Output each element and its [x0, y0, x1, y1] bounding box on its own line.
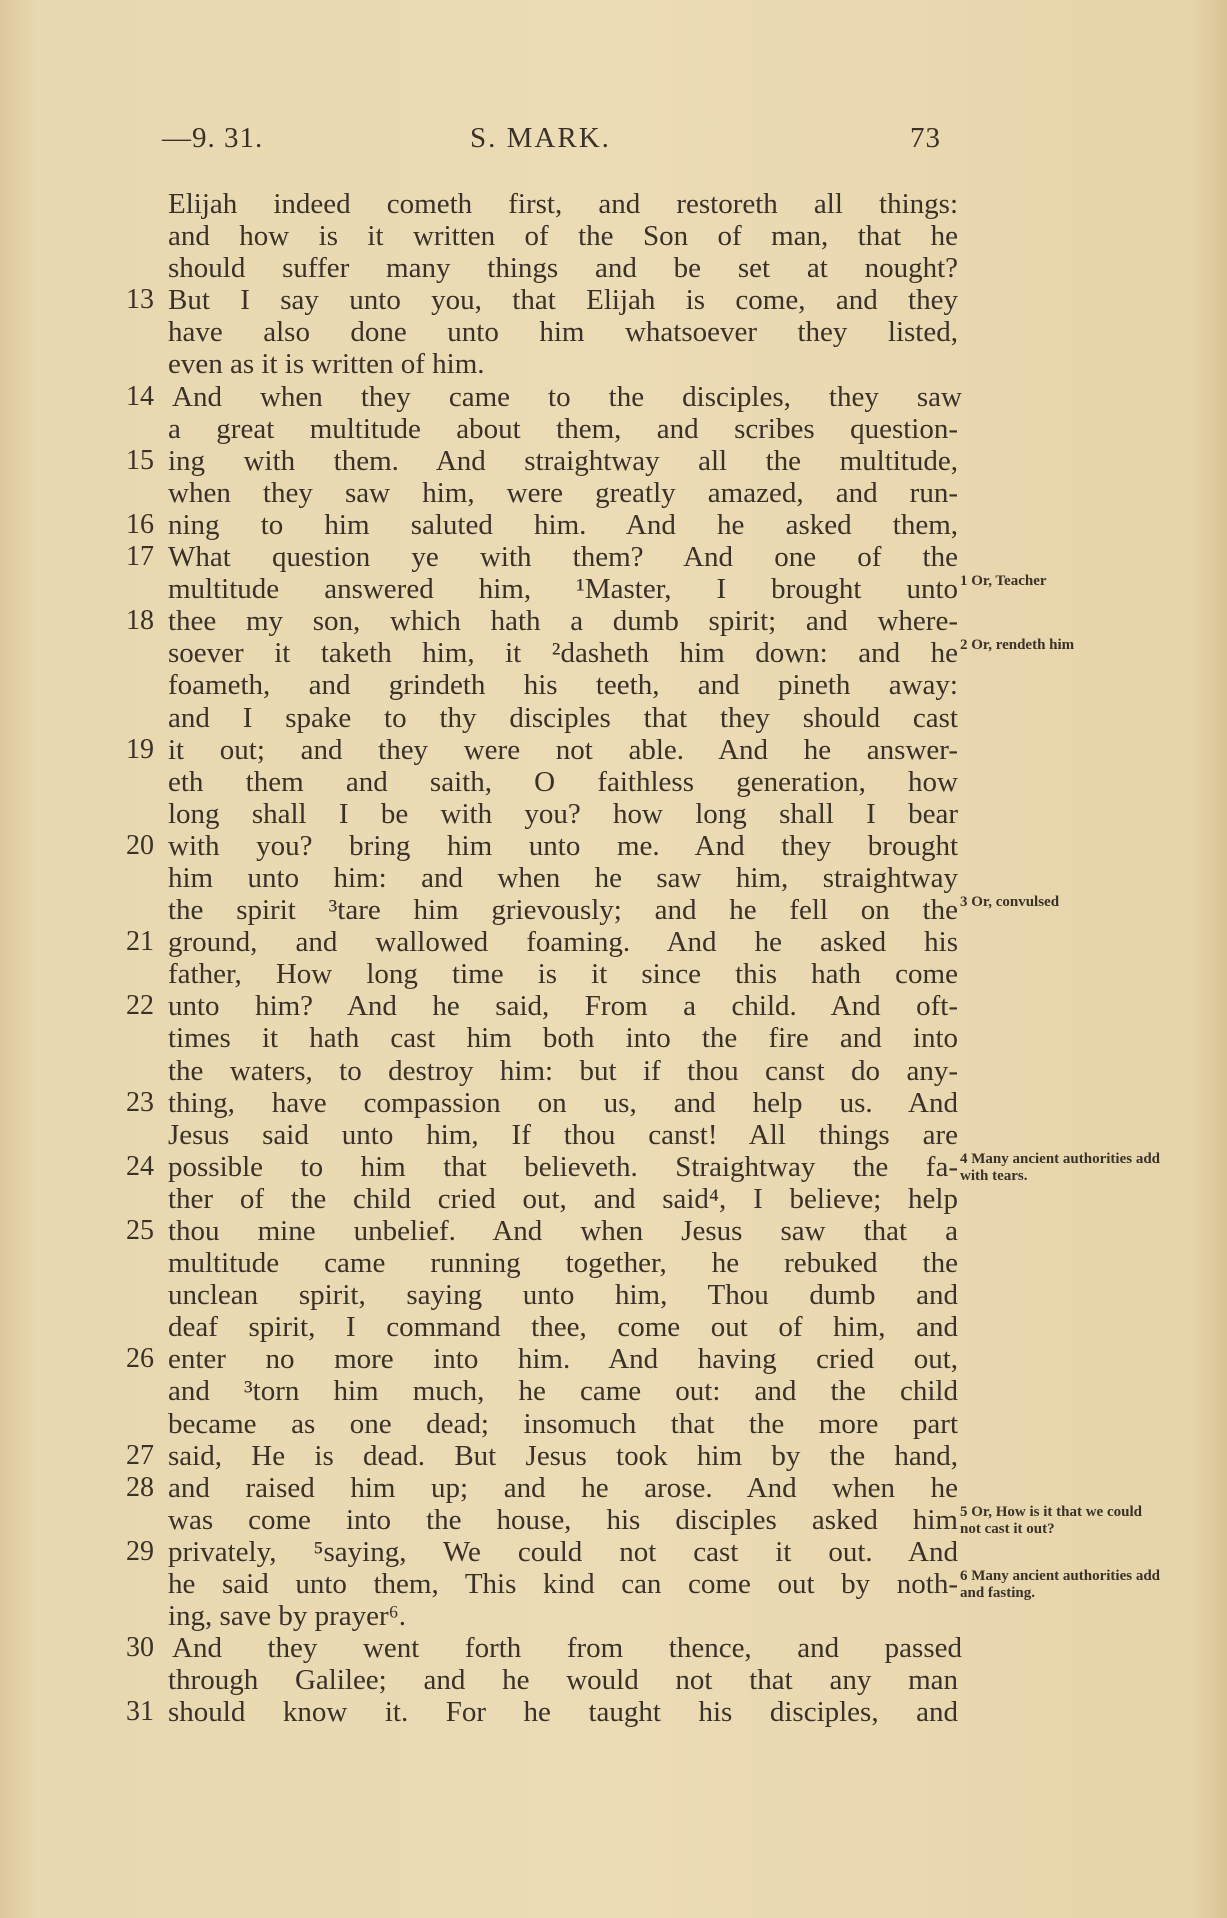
verse-number: 23	[126, 1086, 154, 1118]
verse-text: unto him? And he said, From a child. And oft-	[168, 990, 958, 1023]
text-line	[0, 1536, 1227, 1568]
margin-note: 1 Or, Teacher	[960, 573, 1047, 590]
verse-number: 28	[126, 1471, 154, 1503]
verse-number: 25	[126, 1215, 154, 1246]
text-line	[0, 798, 1227, 830]
book-title: S. MARK.	[470, 122, 611, 154]
text-line	[0, 1055, 1227, 1087]
verse-text: the spirit ³tare him grievously; and he fell on the	[168, 894, 958, 927]
text-line	[0, 734, 1227, 766]
text-line	[0, 413, 1227, 445]
text-line	[0, 1215, 1227, 1247]
text-line	[0, 862, 1227, 894]
verse-number: 19	[126, 733, 154, 765]
verse-text: when they saw him, were greatly amazed, and run-	[168, 476, 958, 509]
text-line	[0, 509, 1227, 541]
text-line	[0, 830, 1227, 862]
verse-text: thee my son, which hath a dumb spirit; and where-	[168, 605, 958, 638]
text-line	[0, 894, 1227, 926]
margin-note: 3 Or, convulsed	[960, 894, 1060, 911]
text-line	[0, 348, 1227, 380]
verse-text: should know it. For he taught his disciples, and	[168, 1696, 958, 1729]
text-line	[0, 958, 1227, 990]
text-line	[0, 1408, 1227, 1440]
verse-text: ground, and wallowed foaming. And he asked his	[168, 926, 958, 959]
verse-number: 30	[126, 1632, 154, 1664]
text-line	[0, 381, 1227, 413]
text-line	[0, 1119, 1227, 1151]
text-line	[0, 1472, 1227, 1504]
verse-text: deaf spirit, I command thee, come out of him, and	[168, 1311, 958, 1344]
text-line	[0, 188, 1227, 220]
verse-number: 27	[126, 1439, 154, 1471]
verse-text: Elijah indeed cometh first, and restoreth all things:	[168, 188, 958, 220]
verse-text: multitude came running together, he rebuked the	[168, 1247, 958, 1280]
chapter-verse-range: —9. 31.	[162, 122, 264, 154]
verse-text: a great multitude about them, and scribes question-	[168, 412, 958, 445]
verse-text: thou mine unbelief. And when Jesus saw that a	[168, 1215, 958, 1247]
text-line	[0, 1504, 1227, 1536]
verse-text: the waters, to destroy him: but if thou canst do any-	[168, 1054, 958, 1087]
text-line	[0, 541, 1227, 573]
verse-text: even as it is written of him.	[168, 348, 485, 381]
text-line	[0, 573, 1227, 605]
verse-text: and ³torn him much, he came out: and the child	[168, 1375, 958, 1408]
verse-number: 21	[126, 926, 154, 958]
verse-number: 29	[126, 1535, 154, 1567]
verse-text: Jesus said unto him, If thou canst! All things are	[168, 1118, 958, 1151]
verse-number: 16	[126, 508, 154, 540]
text-line	[0, 669, 1227, 701]
margin-note: 2 Or, rendeth him	[960, 637, 1075, 654]
text-line	[0, 1600, 1227, 1632]
verse-text: What question ye with them? And one of the	[168, 541, 958, 574]
page-number: 73	[910, 122, 941, 154]
verse-text: long shall I be with you? how long shall I bear	[168, 797, 958, 830]
margin-note: 5 Or, How is it that we could not cast it out?	[960, 1503, 1142, 1537]
verse-text: said, He is dead. But Jesus took him by the hand,	[168, 1439, 958, 1472]
verse-text: and raised him up; and he arose. And when he	[168, 1471, 958, 1504]
verse-text: multitude answered him, ¹Master, I brought unto	[168, 573, 958, 606]
verse-text: he said unto them, This kind can come out by noth-	[168, 1568, 958, 1601]
verse-text: it out; and they were not able. And he answer-	[168, 733, 958, 766]
text-line	[0, 702, 1227, 734]
verse-number: 22	[126, 990, 154, 1022]
verse-number: 13	[126, 284, 154, 316]
text-line	[0, 1311, 1227, 1343]
text-line	[0, 990, 1227, 1022]
verse-number: 24	[126, 1150, 154, 1182]
text-line	[0, 766, 1227, 798]
text-line	[0, 926, 1227, 958]
verse-text: ing with them. And straightway all the multitude,	[168, 444, 958, 477]
scripture-text	[0, 188, 1227, 1729]
text-line	[0, 1087, 1227, 1119]
verse-number: 14	[126, 380, 154, 412]
text-line	[0, 284, 1227, 316]
verse-text: ther of the child cried out, and said⁴, I believe; help	[168, 1182, 958, 1215]
text-line	[0, 637, 1227, 669]
text-line	[0, 445, 1227, 477]
verse-text: And they went forth from thence, and passed	[172, 1632, 962, 1665]
verse-text: and I spake to thy disciples that they should cast	[168, 701, 958, 734]
text-line	[0, 316, 1227, 348]
text-line	[0, 1664, 1227, 1696]
text-line	[0, 605, 1227, 637]
text-line	[0, 1568, 1227, 1600]
text-line	[0, 1343, 1227, 1375]
text-line	[0, 1440, 1227, 1472]
verse-text: privately, ⁵saying, We could not cast it out. And	[168, 1535, 958, 1568]
verse-text: But I say unto you, that Elijah is come, and they	[168, 284, 958, 317]
verse-number: 17	[126, 541, 154, 573]
verse-text: possible to him that believeth. Straightway the fa-	[168, 1150, 958, 1183]
text-line	[0, 477, 1227, 509]
verse-number: 15	[126, 444, 154, 476]
verse-text: And when they came to the disciples, they saw	[172, 380, 962, 413]
verse-text: enter no more into him. And having cried out,	[168, 1343, 958, 1376]
text-line	[0, 1022, 1227, 1054]
text-line	[0, 1375, 1227, 1407]
verse-text: through Galilee; and he would not that any man	[168, 1664, 958, 1697]
verse-text: eth them and saith, O faithless generation, how	[168, 765, 958, 798]
verse-text: father, How long time is it since this hath come	[168, 958, 958, 991]
verse-text: unclean spirit, saying unto him, Thou dumb and	[168, 1279, 958, 1312]
text-line	[0, 1632, 1227, 1664]
margin-note: 6 Many ancient authorities add and fasting.	[960, 1568, 1161, 1602]
verse-text: times it hath cast him both into the fire and into	[168, 1022, 958, 1055]
verse-number: 18	[126, 605, 154, 637]
verse-text: and how is it written of the Son of man, that he	[168, 220, 958, 253]
verse-number: 26	[126, 1343, 154, 1375]
verse-text: with you? bring him unto me. And they brought	[168, 829, 958, 862]
verse-text: was come into the house, his disciples asked him	[168, 1503, 958, 1536]
text-line	[0, 252, 1227, 284]
text-line	[0, 1151, 1227, 1183]
running-header	[0, 122, 1227, 162]
text-line	[0, 1696, 1227, 1728]
margin-note: 4 Many ancient authorities add with tears.	[960, 1150, 1161, 1184]
verse-number: 31	[126, 1696, 154, 1728]
verse-text: foameth, and grindeth his teeth, and pineth away:	[168, 669, 958, 702]
verse-text: him unto him: and when he saw him, straightway	[168, 861, 958, 894]
text-line	[0, 1279, 1227, 1311]
verse-text: soever it taketh him, it ²dasheth him down: and he	[168, 637, 958, 670]
text-line	[0, 1247, 1227, 1279]
verse-text: ning to him saluted him. And he asked them,	[168, 508, 958, 541]
verse-number: 20	[126, 829, 154, 861]
verse-text: thing, have compassion on us, and help us. And	[168, 1086, 958, 1119]
verse-text: should suffer many things and be set at nought?	[168, 252, 958, 285]
verse-text: became as one dead; insomuch that the more part	[168, 1407, 958, 1440]
verse-text: have also done unto him whatsoever they listed,	[168, 316, 958, 349]
text-line	[0, 1183, 1227, 1215]
text-line	[0, 220, 1227, 252]
verse-text: ing, save by prayer⁶.	[168, 1600, 407, 1633]
